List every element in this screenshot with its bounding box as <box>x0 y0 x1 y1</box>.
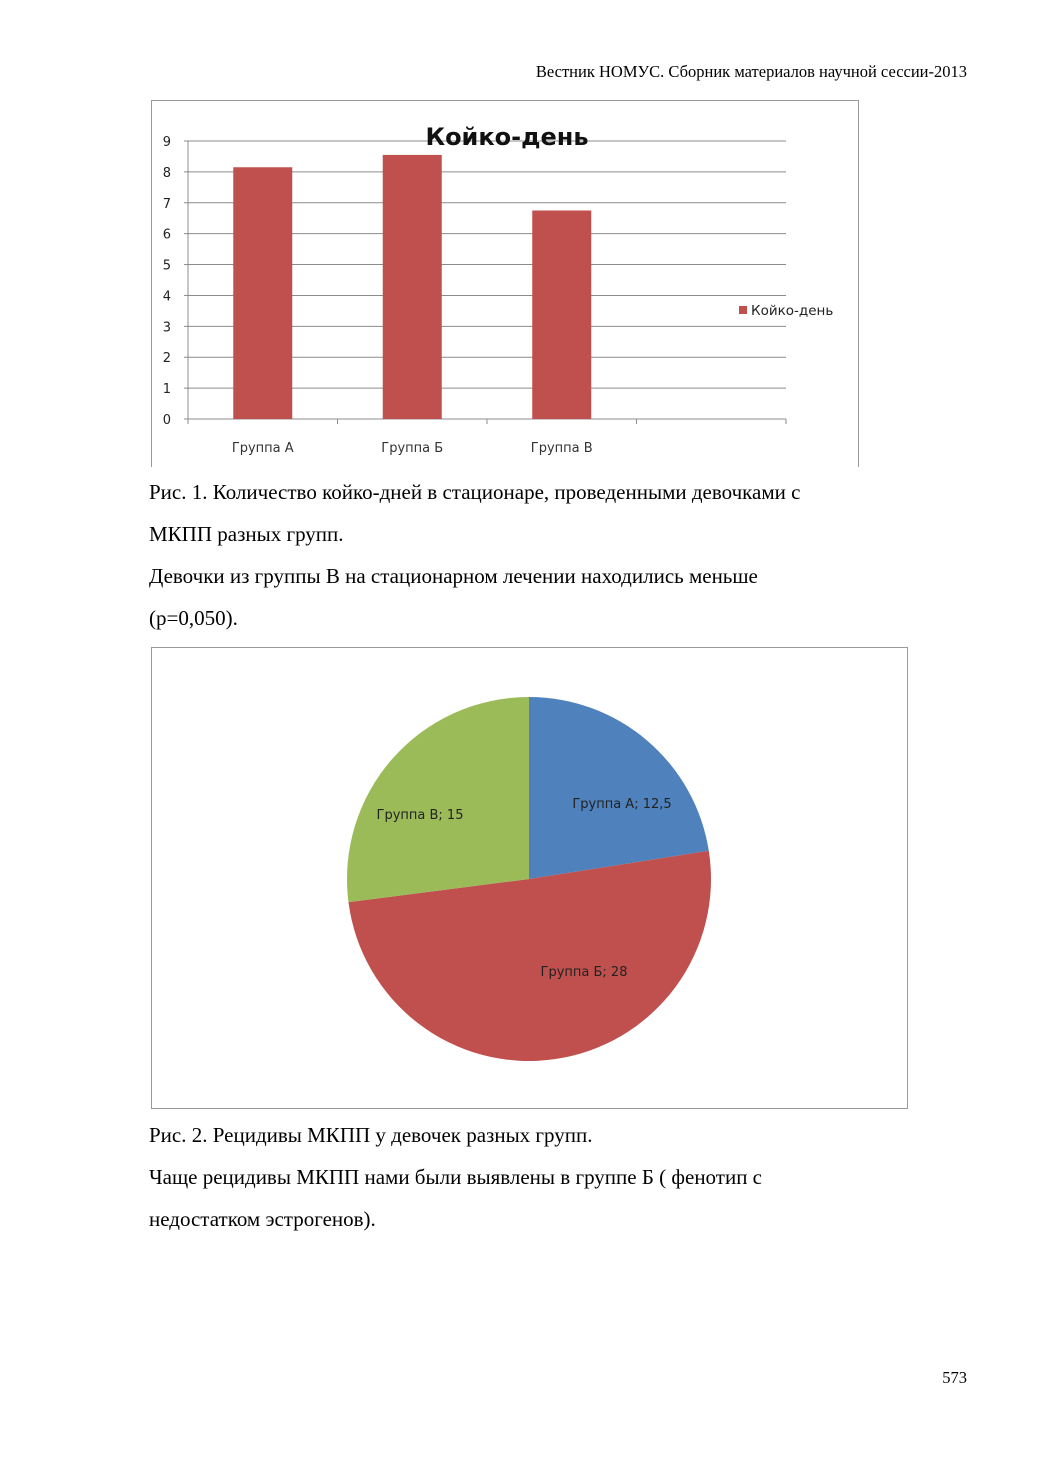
y-tick-label: 1 <box>162 382 171 398</box>
pie-slice <box>347 697 529 902</box>
paragraph-1-line-2: (р=0,050). <box>149 606 238 630</box>
bar-chart <box>152 101 858 467</box>
legend-swatch <box>739 306 747 314</box>
paragraph-1-line-1: Девочки из группы В на стационарном лечении находились меньше <box>149 564 758 588</box>
journal-header: Вестник НОМУС. Сборник материалов научной сессии-2013 <box>535 62 967 81</box>
pie-chart-frame <box>151 647 908 1109</box>
pie-data-label: Группа В; 15 <box>376 808 464 823</box>
paragraph-2-line-1: Чаще рецидивы МКПП нами были выявлены в группе Б ( фенотип с <box>149 1165 762 1189</box>
pie-data-label: Группа А; 12,5 <box>572 797 672 812</box>
page-number: 573 <box>942 1368 967 1387</box>
figure-2-caption: Рис. 2. Рецидивы МКПП у девочек разных групп. <box>149 1123 593 1147</box>
legend-label: Койко-день <box>751 303 834 319</box>
y-tick-label: 6 <box>162 227 171 243</box>
bar <box>532 211 591 420</box>
y-tick-label: 4 <box>162 289 171 305</box>
pie-chart <box>152 648 907 1108</box>
y-tick-label: 5 <box>162 258 171 274</box>
paragraph-2-line-2: недостатком эстрогенов). <box>149 1207 376 1231</box>
pie-data-label: Группа Б; 28 <box>540 965 628 980</box>
figure-1-caption-line-1: Рис. 1. Количество койко-дней в стационаре, проведенными девочками с <box>149 480 801 504</box>
chart-title: Койко-день <box>425 123 589 151</box>
x-tick-label: Группа А <box>231 441 294 456</box>
y-tick-label: 9 <box>162 135 171 150</box>
figure-1-caption-line-2: МКПП разных групп. <box>149 522 344 546</box>
y-tick-label: 8 <box>162 165 171 181</box>
bar-chart-frame <box>151 100 859 467</box>
bar <box>233 167 292 419</box>
x-tick-label: Группа В <box>530 441 593 456</box>
y-tick-label: 2 <box>162 351 171 367</box>
y-tick-label: 7 <box>162 196 171 212</box>
y-tick-label: 0 <box>162 413 171 428</box>
y-tick-label: 3 <box>162 320 171 336</box>
pie-slice <box>529 697 709 879</box>
bar <box>383 155 442 419</box>
x-tick-label: Группа Б <box>381 441 444 456</box>
